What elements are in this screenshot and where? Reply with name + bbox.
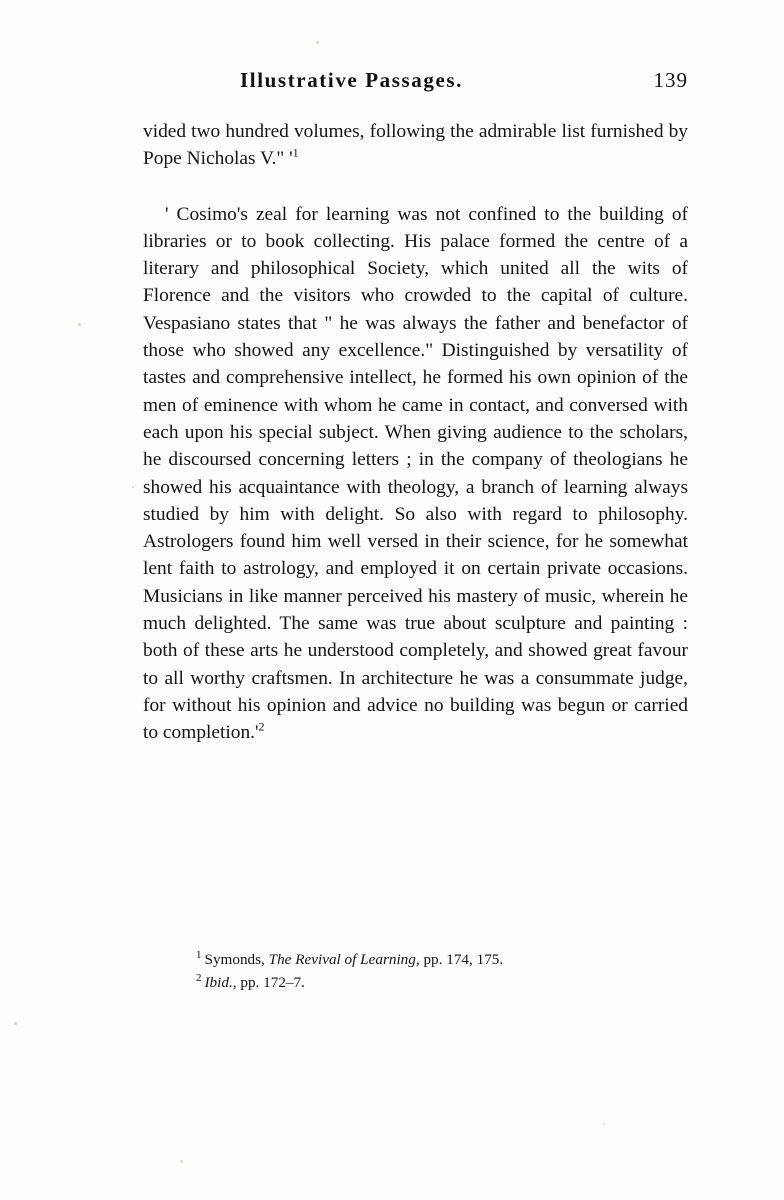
paragraph-continued-text: vided two hundred volumes, following the admirable list furnished by Pope Nicholas V." ' [143, 121, 688, 170]
footnote-title: The Revival of Learning [268, 951, 416, 968]
page-speck [78, 323, 81, 326]
page-speck [603, 1123, 605, 1125]
page-speck [316, 41, 319, 44]
paragraph-quoted-passage [143, 201, 688, 747]
paragraph-spacer [143, 173, 688, 201]
footnote-pages: , pp. 174, 175. [415, 951, 504, 968]
footnote-marker: 1 [196, 948, 202, 961]
paragraph-continued [143, 118, 688, 173]
body-text-column [143, 118, 688, 747]
footnote-author: Symonds, [204, 951, 269, 968]
footnote-ref-1: 1 [292, 145, 299, 160]
footnote-pages: , pp. 172–7. [232, 974, 305, 991]
page-number: 139 [653, 68, 688, 92]
footnote-ref-2: 2 [258, 719, 265, 734]
footnote-item [196, 948, 688, 971]
quoted-passage-text: ' Cosimo's zeal for learning was not confined to the building of libraries or to book collecting. His palace formed the centre of a literary and philosophical Society, which united all the wits of Florence and the visitors who crowded to the capital of culture. Vespasiano states that " he was always the father and benefactor of those who showed any excellence." Distinguished by versatility of tastes and comprehensive intellect, he formed his own opinion of the men of eminence with whom he came in contact, and conversed with each upon his special subject. When giving audience to the scholars, he discoursed concerning letters ; in the company of theologians he showed his acquaintance with theology, a branch of learning always studied by him with delight. So also with regard to philosophy. Astrologers found him well versed in their science, for he somewhat lent faith to astrology, and employed it on certain private occasions. Musicians in like manner perceived his mastery of music, wherein he much delighted. The same was true about sculpture and painting : both of these arts he understood completely, and showed great favour to all worthy craftsmen. In architecture he was a consummate judge, for without his opinion and advice no building was begun or carried to completion.' [143, 203, 688, 744]
page-speck [14, 1022, 17, 1025]
page-speck [180, 1160, 183, 1163]
running-title: Illustrative Passages. [240, 68, 464, 92]
footnotes-block [196, 948, 688, 994]
page-speck [132, 486, 134, 488]
footnote-marker: 2 [196, 971, 202, 984]
footnote-item [196, 971, 688, 994]
footnote-title: Ibid. [204, 974, 233, 991]
page-header [140, 68, 688, 93]
